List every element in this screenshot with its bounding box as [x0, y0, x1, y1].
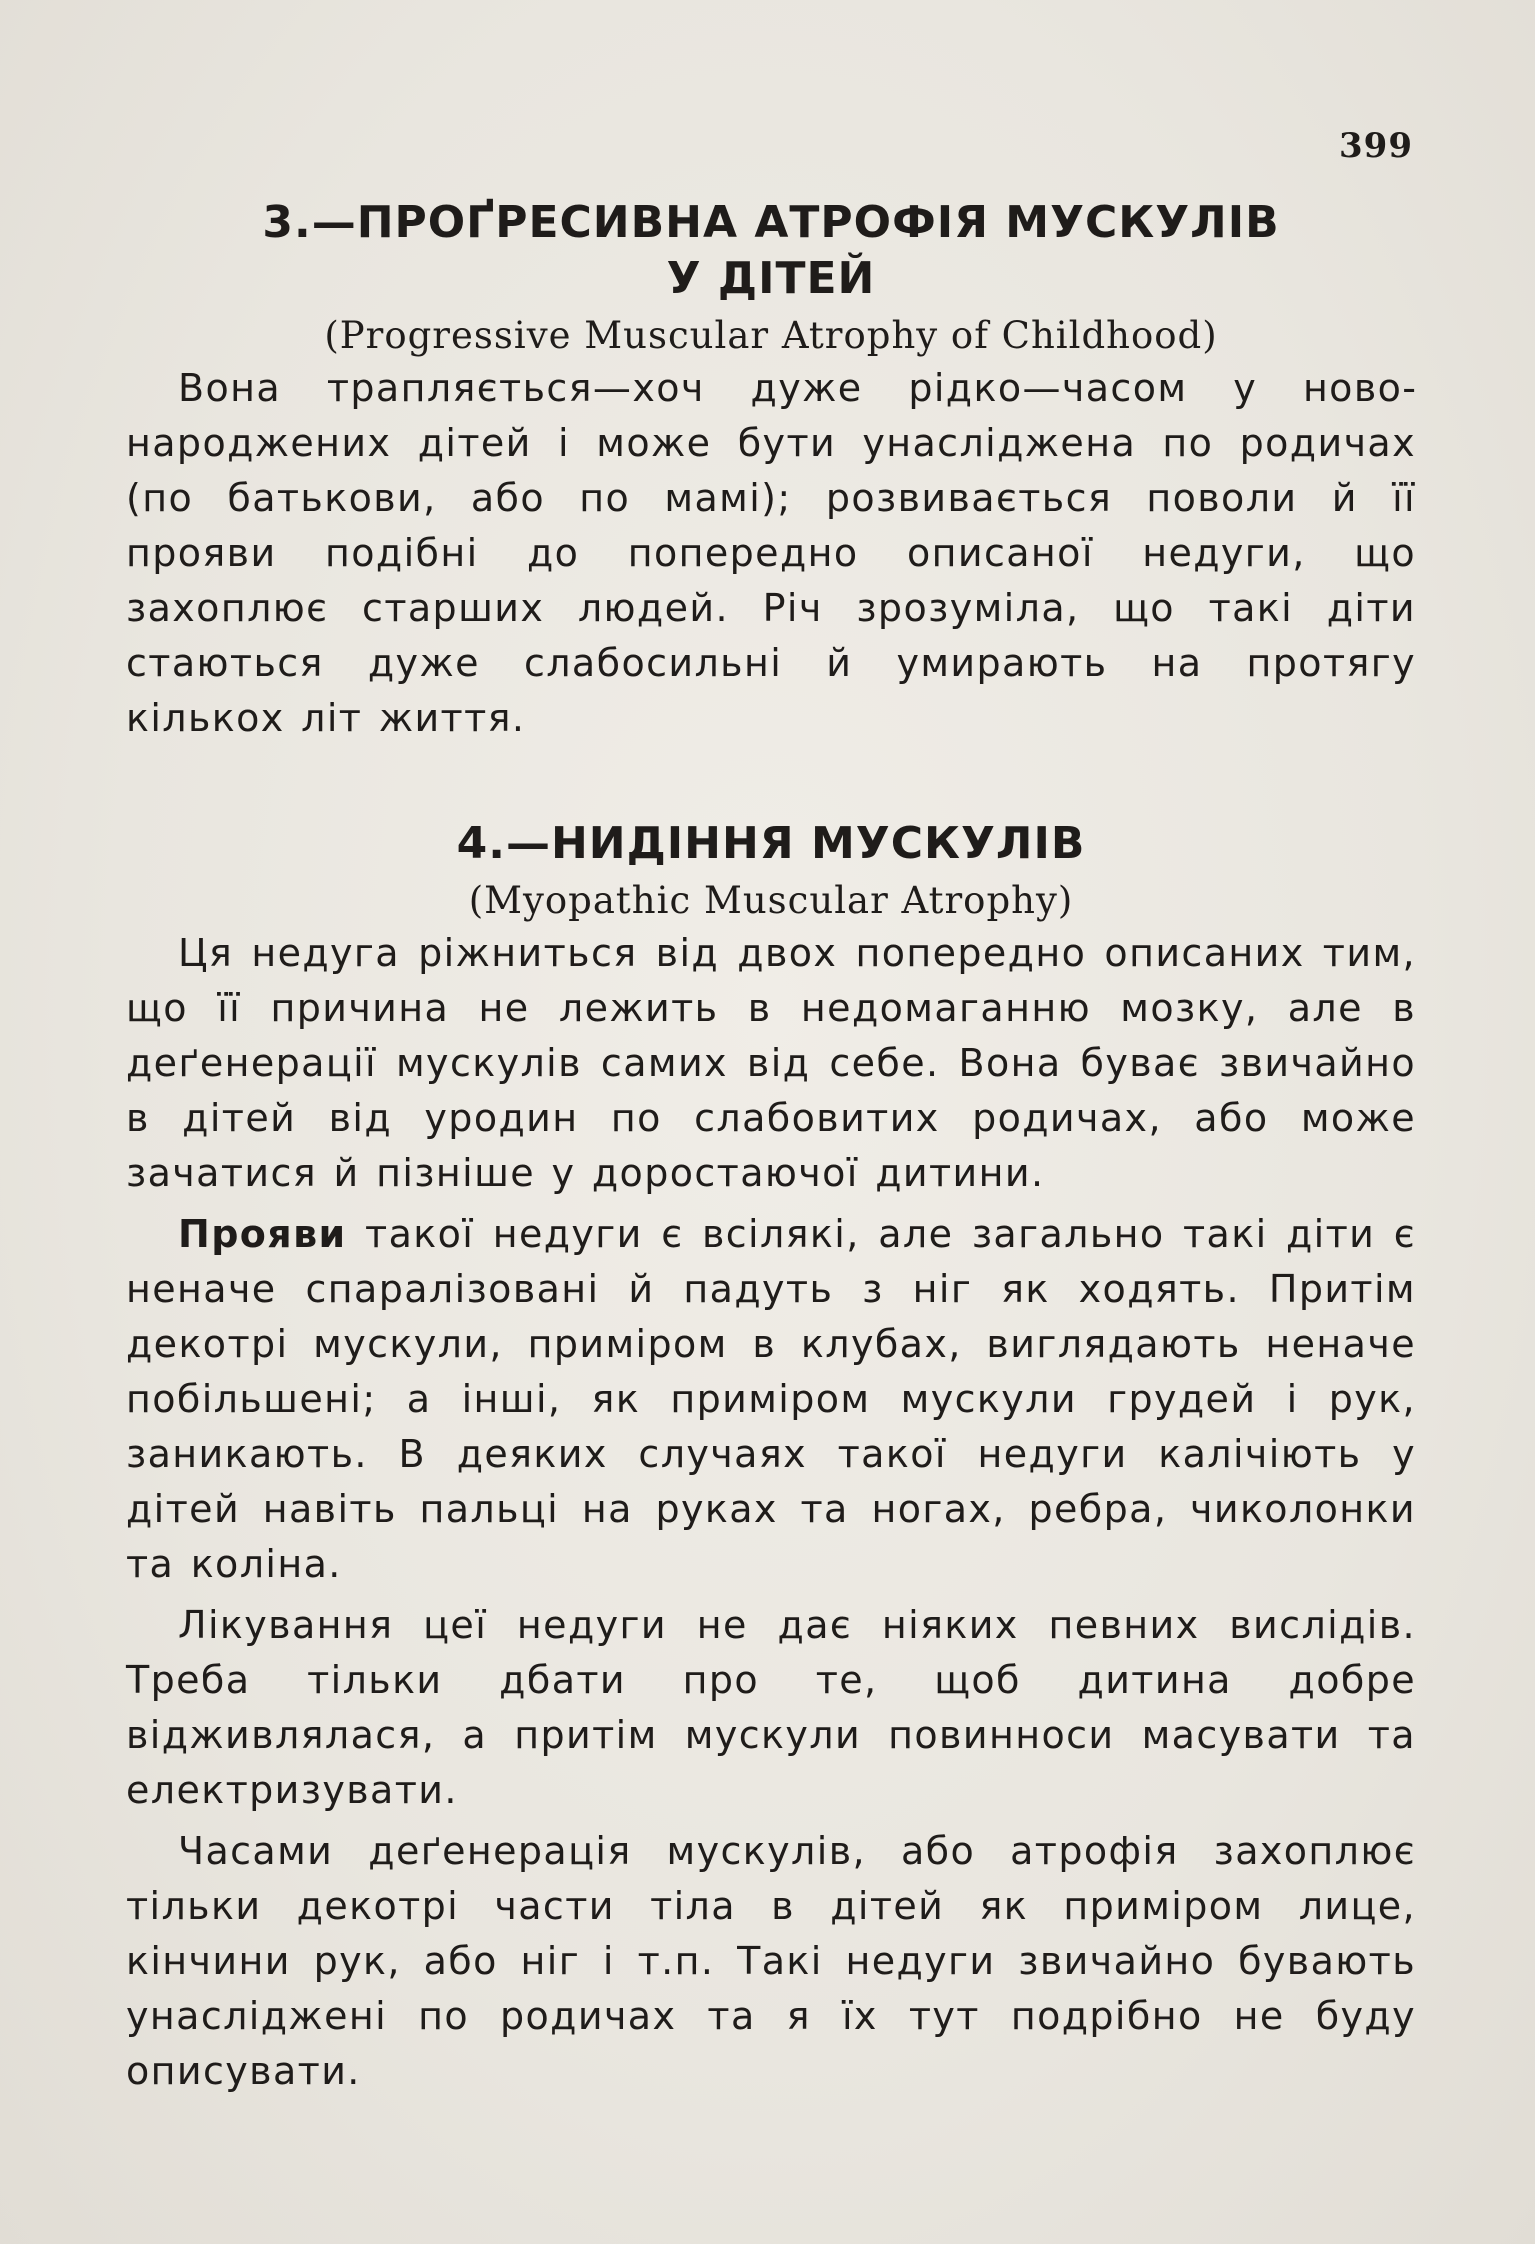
section-4-paragraph-2 [126, 1207, 1416, 1592]
section-3-paragraph: Вона трапляється—хоч дуже рідко—часом у новонароджених дітей і може бути унаслідженa по родичах (по батькови, або по мамі); розвивається поволи й її прояви подібні до попередно описаної недуги, що захоплює старших людей. Річ зрозуміла, що такі діти стаються дуже слабосильні й умирають на протягу кількох літ життя. [126, 366, 1416, 740]
paragraph-2-body: такої недуги є всілякі, але загально такі діти є неначе спаралізовані й падуть з ніг як ходять. Притім декотрі мускули, приміром в клубах, виглядають неначе побільшені; а інші, як приміром мускули грудей і рук, заникають. В деяких случаях такої недуги калічіють у дітей навіть пальці на руках та ногах, ребра, чиколонки та коліна. [126, 1212, 1416, 1586]
page-content [126, 195, 1416, 2099]
section-4-title: 4.—НИДІННЯ МУСКУЛІВ [456, 818, 1086, 869]
section-3-title-line-1: 3.—ПРОҐРЕСИВНА АТРОФІЯ МУСКУЛІВ [262, 197, 1280, 248]
section-4 [126, 816, 1416, 2099]
section-3-title-line-2: У ДІТЕЙ [666, 253, 876, 304]
section-3-subtitle: (Progressive Muscular Atrophy of Childhood) [324, 314, 1218, 357]
paragraph-2-lead-word: Прояви [178, 1212, 347, 1256]
section-4-paragraph-3: Лікування цеї недуги не дає ніяких певних вислідів. Треба тільки дбати про те, щоб дитина добре відживлялася, а притім мускули повинноси масувати та електризувати. [126, 1603, 1416, 1812]
section-4-paragraph-4: Часами деґенерація мускулів, або атрофія захоплює тільки декотрі части тіла в дітей як приміром лице, кінчини рук, або ніг і т.п. Такі недуги звичайно бувають унаслідженi по родичах та я їх тут подрібно не буду описувати. [126, 1829, 1416, 2093]
section-4-subtitle: (Myopathic Muscular Atrophy) [468, 879, 1074, 922]
section-3 [126, 195, 1416, 746]
page-number: 399 [1339, 126, 1413, 166]
section-4-paragraph-1: Ця недуга ріжниться від двох попередно описаних тим, що її причина не лежить в недомаганню мозку, але в деґенерації мускулів самих від себе. Вона буває звичайно в дітей від уродин по слабовитих родичах, або може зачатися й пізніше у доростаючої дитини. [126, 931, 1416, 1195]
